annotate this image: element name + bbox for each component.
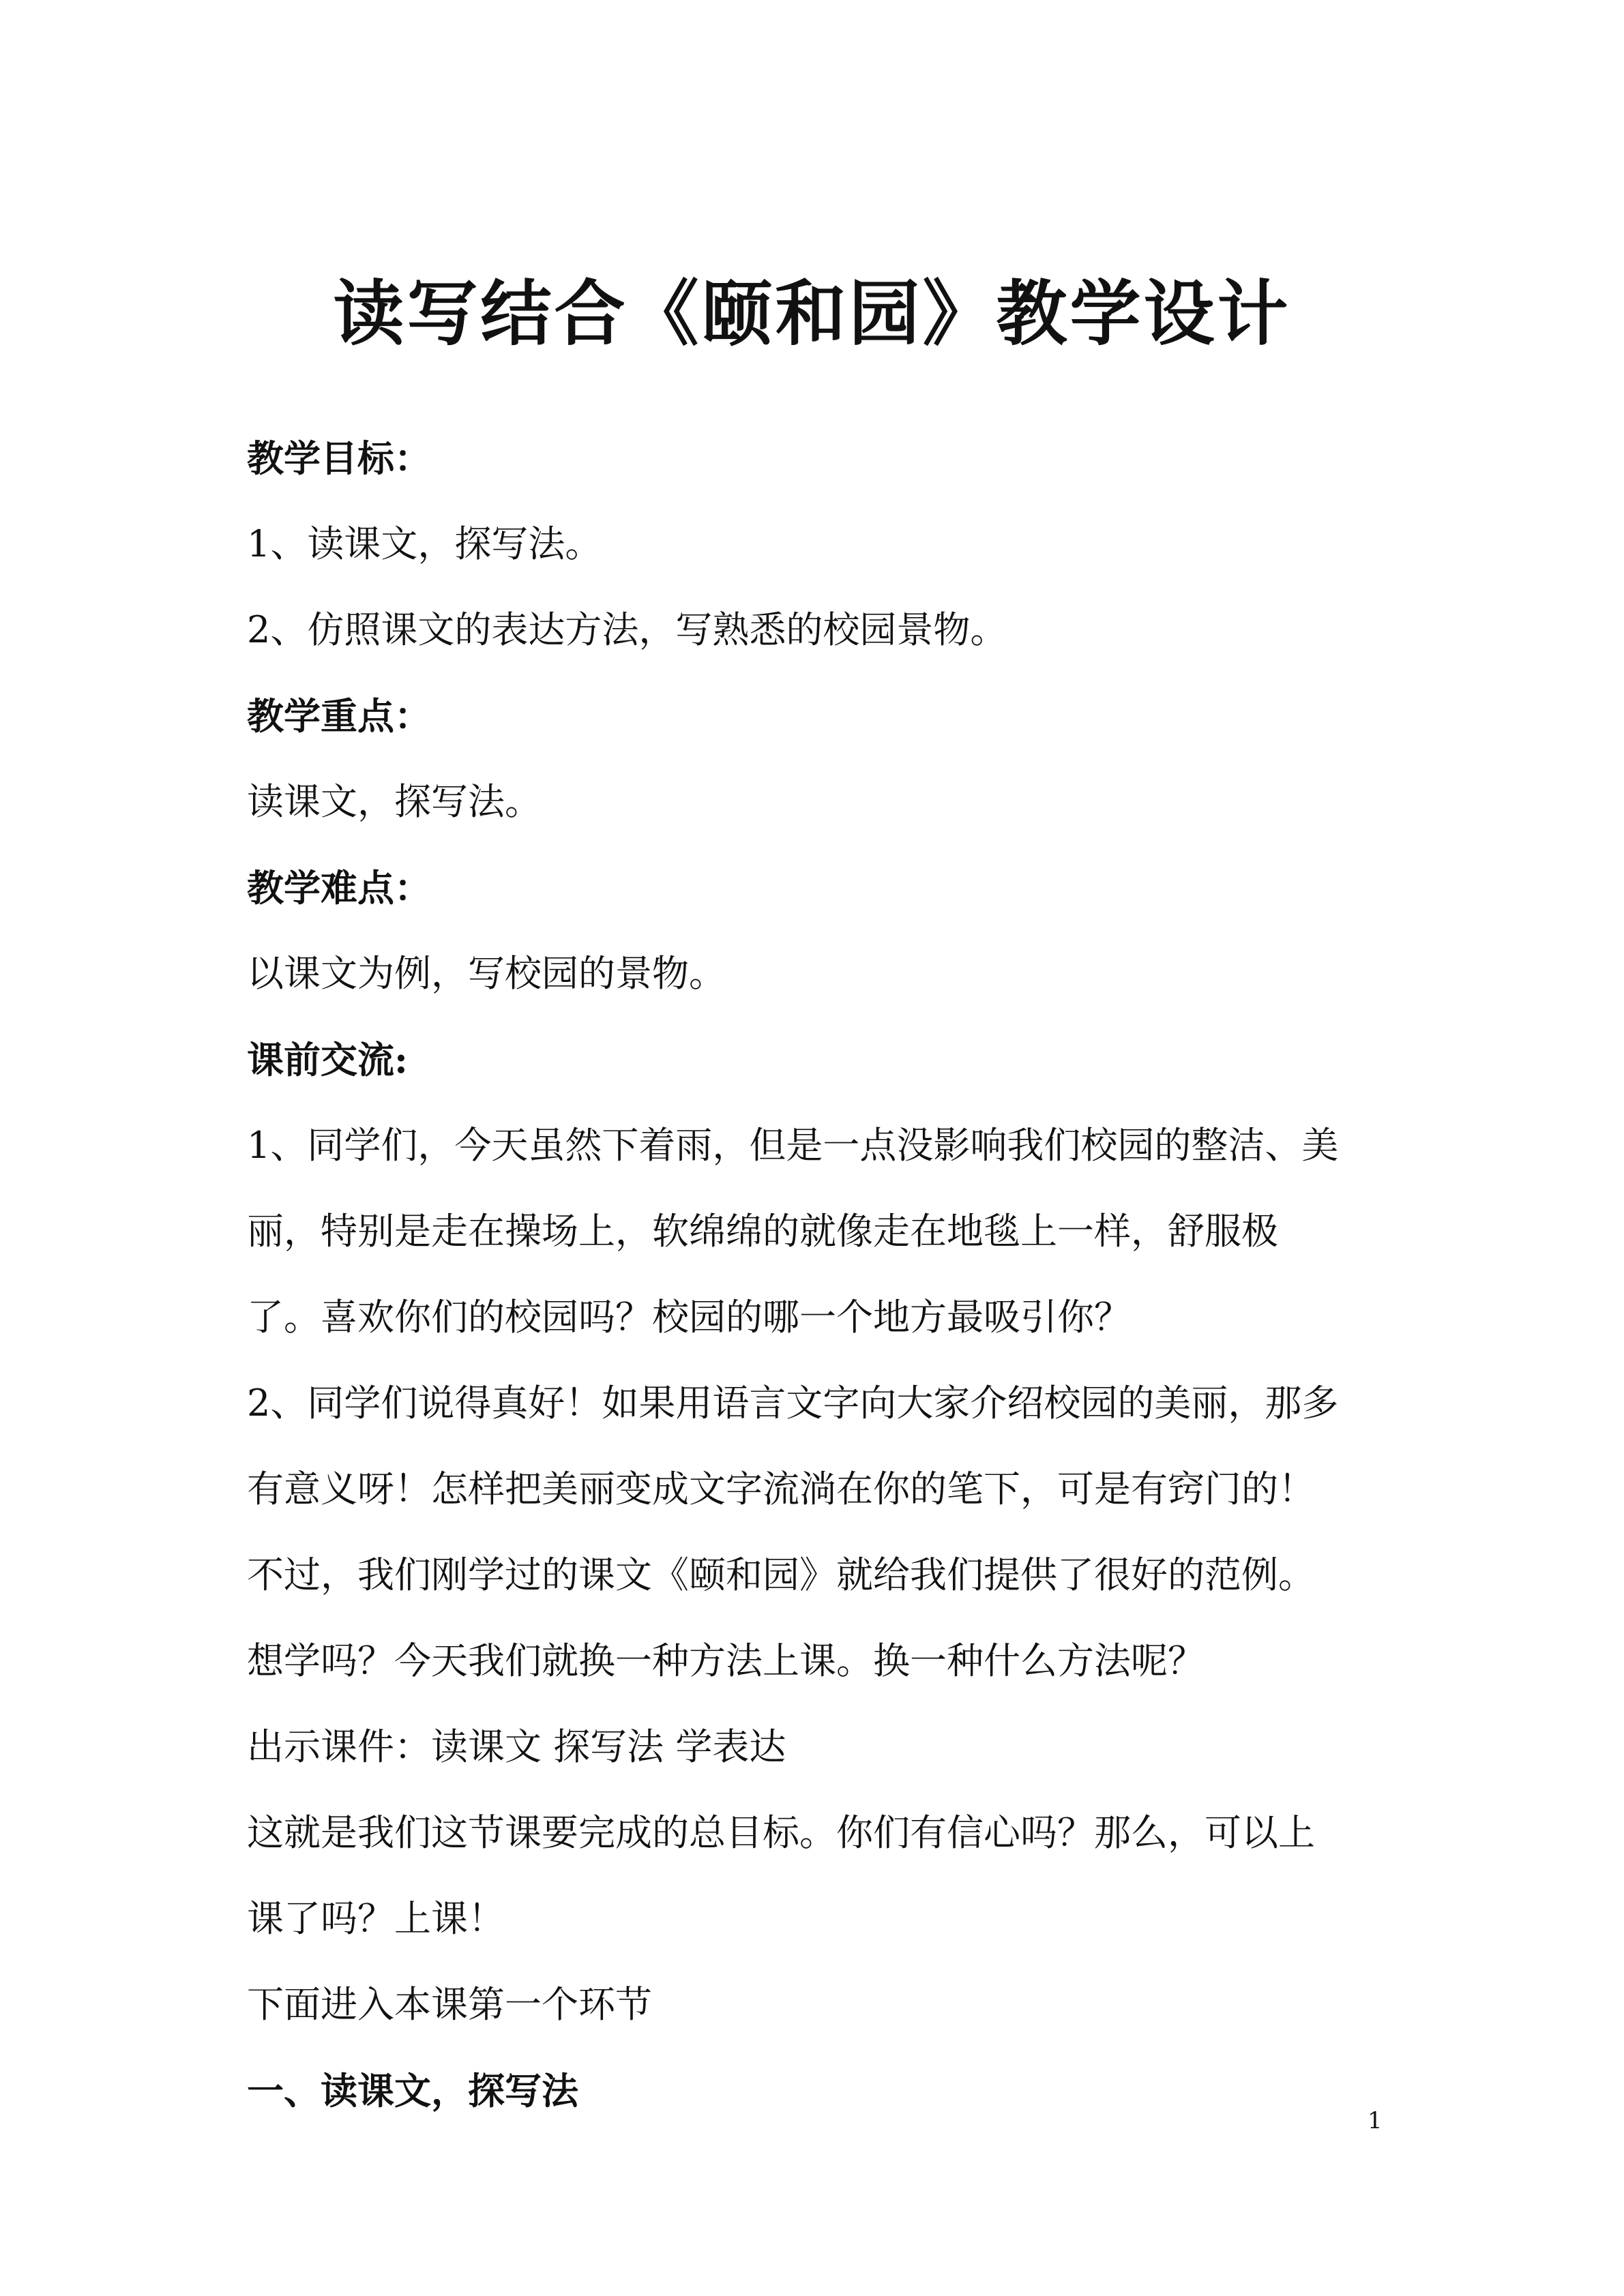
paragraph-line: 课了吗？上课！ [247,1897,505,1940]
paragraph-line: 想学吗？今天我们就换一种方法上课。换一种什么方法呢？ [247,1639,1205,1682]
paragraph-line: 有意义呀！怎样把美丽变成文字流淌在你的笔下，可是有窍门的！ [247,1467,1315,1510]
heading-key-points: 教学重点： [247,694,431,738]
paragraph-line: 了。喜欢你们的校园吗？校园的哪一个地方最吸引你？ [247,1296,1131,1339]
page-number: 1 [1368,2107,1383,2134]
section-heading-one: 一、读课文，探写法 [247,2069,578,2113]
heading-difficult-points: 教学难点： [247,866,431,910]
paragraph-line: 不过，我们刚学过的课文《颐和园》就给我们提供了很好的范例。 [247,1553,1315,1596]
heading-teaching-goals: 教学目标： [247,436,431,480]
key-points-text: 读课文，探写法。 [247,780,542,823]
goal-item-1: 1、读课文，探写法。 [247,522,602,565]
goal-item-2: 2、仿照课文的表达方法，写熟悉的校园景物。 [247,608,1007,651]
heading-pre-class-exchange: 课前交流: [247,1038,408,1082]
paragraph-line: 下面进入本课第一个环节 [247,1983,652,2026]
paragraph-line: 1、同学们，今天虽然下着雨，但是一点没影响我们校园的整洁、美 [247,1124,1339,1167]
difficult-points-text: 以课文为例，写校园的景物。 [247,952,726,995]
document-title: 读写结合《颐和园》教学设计 [333,271,1291,355]
paragraph-line: 2、同学们说得真好！如果用语言文字向大家介绍校园的美丽，那多 [247,1382,1339,1425]
paragraph-line: 丽，特别是走在操场上，软绵绵的就像走在地毯上一样，舒服极 [247,1210,1278,1253]
courseware-line: 出示课件：读课文 探写法 学表达 [247,1725,786,1768]
paragraph-line: 这就是我们这节课要完成的总目标。你们有信心吗？那么，可以上 [247,1811,1315,1854]
